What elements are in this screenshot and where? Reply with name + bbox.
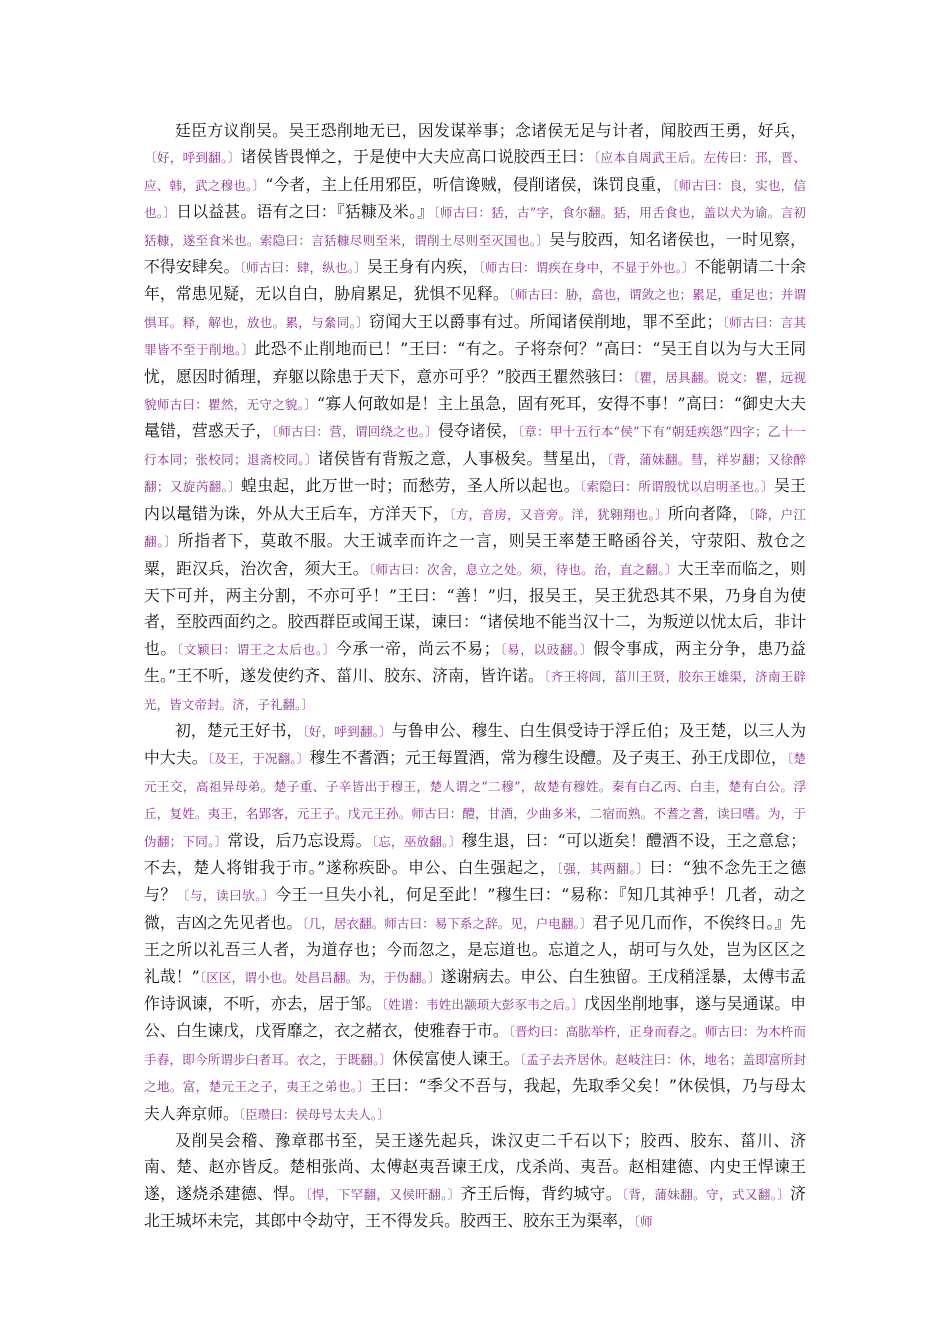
body-text: 大王幸而临之，则天下可并，两主分割，不亦可乎！”王曰：“善！”归，报吴王，吴王犹恐其不果，乃身自为使者，至胶西面约之。胶西群臣或闻王谋，谏曰：“诸侯地不能当汉十二，为叛逆以忧太后，非计也。 bbox=[144, 558, 806, 658]
annotation-note: 〔降，户江翻。〕 bbox=[144, 506, 807, 550]
annotation-note: 〔师古曰：营，谓回绕之也。〕 bbox=[271, 424, 438, 440]
body-text: 所指者下，莫敢不服。大王诚幸而许之一言，则吴王率楚王略函谷关，守荥阳、敖仓之粟，距汉兵，治次舍，须大王。 bbox=[144, 531, 806, 578]
body-text: 假令事成，两主分争，患乃益生。”王不听，遂发使约齐、菑川、胶东、济南，皆许诺。 bbox=[144, 638, 806, 686]
body-text: 今承一帝，尚云不易； bbox=[335, 638, 500, 658]
body-text: 不能朝请二十余年，常患见疑，无以自白，胁肩累足，犹惧不见释。 bbox=[144, 257, 806, 304]
body-text: 曰：“独不念先王之德与？ bbox=[144, 857, 806, 905]
document-page bbox=[144, 118, 806, 1236]
body-text: 济北王城坏未完，其郎中令劫守，王不得发兵。胶西王、胶东王为渠率， bbox=[144, 1183, 806, 1231]
annotation-note: 〔几，居衣翻。师古曰：易下系之辞。见，户电翻。〕 bbox=[302, 915, 593, 931]
annotation-note: 〔齐王将闾，菑川王贤，胶东王雄渠，济南王辟光，皆文帝封。济，子礼翻。〕 bbox=[144, 669, 806, 712]
annotation-note: 〔师古曰：言其罪皆不至于削地。〕 bbox=[144, 314, 806, 358]
body-text: 初，楚元王好书， bbox=[175, 720, 303, 740]
body-text: 王曰：“季父不吾与，我起，先取季父矣！”休侯惧，乃与母太夫人奔京师。 bbox=[144, 1076, 806, 1123]
paragraph-2 bbox=[144, 718, 806, 1128]
body-text: 诸侯皆有背叛之意，人事极矣。彗星出， bbox=[317, 448, 607, 468]
annotation-note: 〔背，蒲妹翻。守，式又翻。〕 bbox=[621, 1186, 791, 1202]
paragraph-1 bbox=[144, 118, 806, 718]
annotation-note: 〔易，以豉翻。〕 bbox=[499, 641, 594, 657]
body-text: 吴与胶西，知名诸侯也，一时见察，不得安肆矣。 bbox=[144, 229, 806, 277]
body-text: 常设，后乃忘设焉。 bbox=[227, 830, 372, 850]
body-text: 与鲁申公、穆生、白生俱受诗于浮丘伯；及王楚，以三人为中大夫。 bbox=[144, 720, 806, 768]
body-text: 诸侯皆畏惮之，于是使中大夫应高口说胶西王曰： bbox=[240, 147, 594, 167]
annotation-note: 〔师古曰：肆，纵也。〕 bbox=[239, 260, 367, 276]
annotation-note: 〔臣瓒曰：侯母号太夫人。〕 bbox=[238, 1106, 390, 1122]
body-text: 及削吴会稽、豫章郡书至，吴王遂先起兵，诛汉吏二千石以下；胶西、胶东、菑川、济南、楚、赵亦皆反。楚相张尚、太傅赵夷吾谏王戊，戊杀尚、夷吾。赵相建德、内史王悍谏王遂，遂烧杀建德、悍。 bbox=[144, 1131, 806, 1203]
annotation-note: 〔姓谱：韦姓出颛顼大彭豕韦之后。〕 bbox=[381, 997, 585, 1012]
annotation-note: 〔好，呼到翻。〕 bbox=[302, 723, 392, 739]
annotation-note: 〔悍，下罕翻，又侯旰翻。〕 bbox=[305, 1186, 461, 1202]
body-text: 吴王内以鼌错为诛，外从大王后车，方洋天下， bbox=[144, 476, 806, 523]
body-text: 穆生退，曰：“可以逝矣！醴酒不设，王之意怠；不去，楚人将钳我于市。”遂称疾卧。申公、白生强起之， bbox=[144, 830, 807, 877]
annotation-note: 〔师古曰：谓疾在身中，不显于外也。〕 bbox=[478, 260, 695, 276]
body-text: 日以益甚。语有之曰：『狧糠及米。』 bbox=[176, 202, 434, 222]
body-text: 休侯富使人谏王。 bbox=[392, 1048, 520, 1068]
annotation-note: 〔索隐曰：所谓殷忧以启明圣也。〕 bbox=[579, 479, 775, 495]
body-text: 窃闻大王以爵事有过。所闻诸侯削地，罪不至此； bbox=[369, 311, 723, 331]
paragraph-3 bbox=[144, 1128, 806, 1236]
annotation-note: 〔师古曰：胁，翕也，谓敛之也；累足，重足也；并谓惧耳。释，解也，放也。累，与絫同。〕 bbox=[144, 287, 806, 330]
annotation-note: 〔好，呼到翻。〕 bbox=[144, 150, 241, 166]
annotation-note: 〔师 bbox=[633, 1214, 653, 1230]
body-text: 君子见几而作，不俟终日。』先王之所以礼吾三人者，为道存也；今而忽之，是忘道也。忘道之人，胡可与久处，岂为区区之礼哉！” bbox=[144, 912, 806, 986]
body-text: 廷臣方议削吴。吴王恐削地无已，因发谋举事；念诸侯无足与计者，闻胶西王勇，好兵， bbox=[175, 121, 806, 140]
annotation-note: 〔背，蒲妹翻。彗，祥岁翻；又徐醉翻；又旋芮翻。〕 bbox=[144, 451, 806, 495]
body-text: 遂谢病去。申公、白生独留。王戊稍淫暴，太傅韦孟作诗讽谏，不听，亦去，居于邹。 bbox=[144, 966, 806, 1013]
annotation-note: 〔文颖曰：谓王之太后也。〕 bbox=[176, 641, 336, 657]
body-text: 吴王身有内疾， bbox=[366, 257, 479, 277]
annotation-note: 〔章：甲十五行本“侯”下有“朝廷疾怨”四字；乙十一行本同；张校同；退斋校同。〕 bbox=[144, 424, 806, 467]
body-text: 蝗虫起，此万世一时；而愁劳，圣人所以起也。 bbox=[241, 476, 580, 496]
body-text: 侵夺诸侯， bbox=[437, 421, 518, 441]
annotation-note: 〔方，音房，又音旁。洋，犹翱翔也。〕 bbox=[449, 506, 668, 522]
body-text: 齐王后悔，背约城守。 bbox=[460, 1183, 622, 1203]
annotation-note: 〔师古曰：狧，古”字，食尔翻。狧，用舌食也，盖以犬为谕。言初狧糠，遂至食米也。索隐曰：言狧糠尽则至米，谓削土尽则至灭国也。〕 bbox=[144, 205, 807, 248]
annotation-note: 〔强，其两翻。〕 bbox=[556, 860, 650, 876]
body-text: 所向者降， bbox=[667, 503, 749, 523]
annotation-note: 〔师古曰：良，实也，信也。〕 bbox=[144, 177, 806, 221]
body-text: 今王一旦失小礼，何足至此！”穆生曰：“易称：『知几其神乎！几者，动之微，吉凶之先见者也。 bbox=[144, 885, 806, 932]
annotation-note: 〔与，读曰欤。〕 bbox=[176, 888, 276, 904]
annotation-note: 〔瞿，居具翻。说文：瞿，远视貌师古曰：瞿然，无守之貌。〕 bbox=[144, 369, 806, 413]
body-text: “寡人何敢如是！主上虽急，固有死耳，安得不事！”高曰：“御史大夫鼌错，营惑天子， bbox=[144, 394, 806, 441]
body-text: “今者，主上任用邪臣，听信谗贼，侵削诸侯，诛罚良重， bbox=[265, 174, 673, 194]
annotation-note: 〔及王，于况翻。〕 bbox=[207, 751, 310, 767]
body-text: 穆生不耆酒；元王每置酒，常为穆生设醴。及子夷王、孙王戊即位， bbox=[309, 748, 787, 768]
annotation-note: 〔师古曰：次舍，息立之处。须，待也。治，直之翻。〕 bbox=[368, 561, 678, 577]
annotation-note: 〔楚元王交，高祖异母弟。楚子重、子辛皆出于穆王，楚人谓之“二穆”，故楚有穆姓。秦有白乙丙、白圭，楚有白公。浮丘，复姓。夷王，名郢客，元王子。戊元王孙。师古曰：醴，甘酒，少曲多米，二宿而熟。不耆之耆，读曰嗜。为，于伪翻；下同。〕 bbox=[144, 751, 806, 849]
body-text: 此恐不止削地而已！”王曰：“有之。子将奈何？”高曰：“吴王自以为与大王同忧，愿因时循理，弃躯以除患于天下，意亦可乎？”胶西王瞿然骇曰： bbox=[144, 339, 807, 386]
annotation-note: 〔晋灼曰：高肱举杵，正身而舂之。师古曰：为木杵而手舂，即今所谓步臼者耳。衣之，于既翻。〕 bbox=[144, 1024, 806, 1067]
annotation-note: 〔区区，谓小也。处昌吕翻。为，于伪翻。〕 bbox=[199, 969, 441, 985]
annotation-note: 〔忘，巫放翻。〕 bbox=[371, 833, 462, 849]
body-text: 戊因坐削地事，遂与吴通谋。申公、白生谏戊，戊胥靡之，衣之赭衣，使雅舂于市。 bbox=[144, 994, 806, 1041]
annotation-note: 〔孟子去齐居休。赵岐注曰：休，地名；盖即富所封之地。富，楚元王之子，夷王之弟也。〕 bbox=[144, 1051, 806, 1095]
annotation-note: 〔应本自周武王后。左传曰：邘，晋、应、韩，武之穆也。〕 bbox=[144, 150, 806, 193]
